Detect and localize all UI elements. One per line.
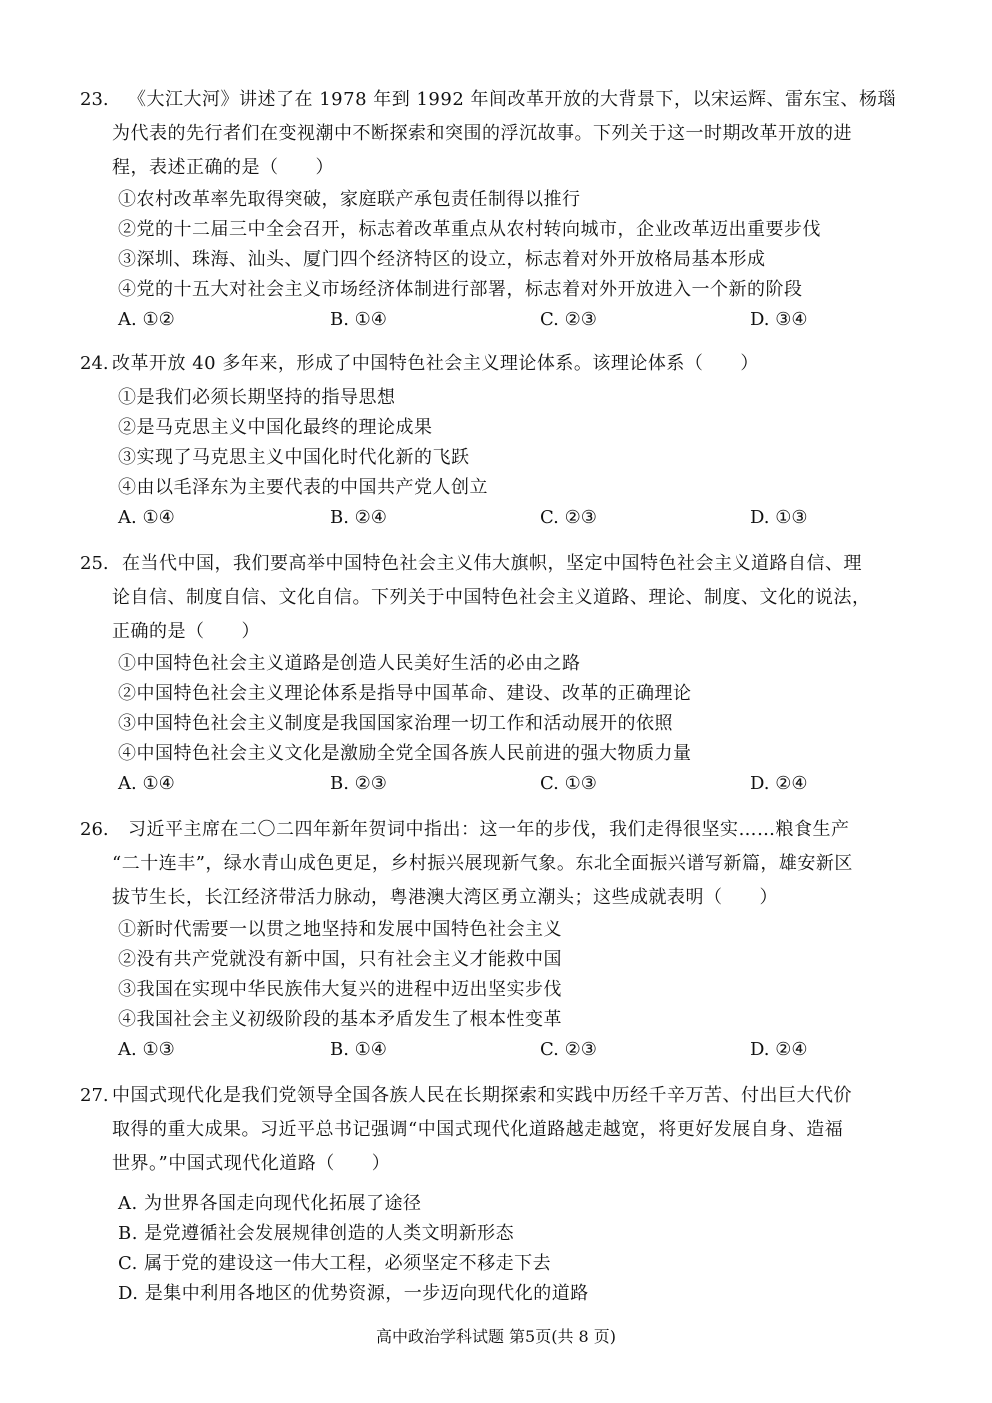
statement-item: ②中国特色社会主义理论体系是指导中国革命、建设、改革的正确理论 <box>118 683 692 704</box>
answer-option-c: C. ②③ <box>540 309 597 330</box>
statement-item: ③深圳、珠海、汕头、厦门四个经济特区的设立，标志着对外开放格局基本形成 <box>118 249 766 270</box>
statement-item: ①农村改革率先取得突破，家庭联产承包责任制得以推行 <box>118 189 581 210</box>
question-number: 24. <box>80 353 109 374</box>
question-stem-line: 为代表的先行者们在变视潮中不断探索和突围的浮沉故事。下列关于这一时期改革开放的进 <box>112 123 852 144</box>
question-stem-line: 世界。”中国式现代化道路（ ） <box>112 1153 391 1174</box>
answer-option-d: D. 是集中利用各地区的优势资源，一步迈向现代化的道路 <box>118 1283 589 1304</box>
question-stem-line: 拔节生长，长江经济带活力脉动，粤港澳大湾区勇立潮头；这些成就表明（ ） <box>112 887 778 908</box>
statement-item: ②没有共产党就没有新中国，只有社会主义才能救中国 <box>118 949 562 970</box>
statement-item: ③中国特色社会主义制度是我国国家治理一切工作和活动展开的依照 <box>118 713 673 734</box>
question-stem-line: 取得的重大成果。习近平总书记强调“中国式现代化道路越走越宽，将更好发展自身、造福 <box>112 1119 844 1140</box>
answer-option-a: A. ①④ <box>118 773 175 794</box>
statement-item: ④中国特色社会主义文化是激励全党全国各族人民前进的强大物质力量 <box>118 743 692 764</box>
question-stem-line: 在当代中国，我们要高举中国特色社会主义伟大旗帜，坚定中国特色社会主义道路自信、理 <box>122 553 862 574</box>
question-stem-line: 中国式现代化是我们党领导全国各族人民在长期探索和实践中历经千辛万苦、付出巨大代价 <box>112 1085 852 1106</box>
question-number: 27. <box>80 1085 109 1106</box>
answer-option-b: B. 是党遵循社会发展规律创造的人类文明新形态 <box>118 1223 515 1244</box>
question-stem-line: 正确的是（ ） <box>112 621 260 642</box>
answer-option-c: C. ②③ <box>540 1039 597 1060</box>
answer-option-b: B. ①④ <box>330 1039 387 1060</box>
answer-option-d: D. ②④ <box>750 773 808 794</box>
question-number: 25. <box>80 553 109 574</box>
question-stem-line: 改革开放 40 多年来，形成了中国特色社会主义理论体系。该理论体系（ ） <box>112 353 759 374</box>
answer-option-c: C. 属于党的建设这一伟大工程，必须坚定不移走下去 <box>118 1253 552 1274</box>
statement-item: ②党的十二届三中全会召开，标志着改革重点从农村转向城市，企业改革迈出重要步伐 <box>118 219 821 240</box>
question-number: 26. <box>80 819 109 840</box>
statement-item: ④我国社会主义初级阶段的基本矛盾发生了根本性变革 <box>118 1009 562 1030</box>
page-footer: 高中政治学科试题 第5页(共 8 页) <box>375 1327 617 1346</box>
answer-option-c: C. ①③ <box>540 773 597 794</box>
question-stem-line: 论自信、制度自信、文化自信。下列关于中国特色社会主义道路、理论、制度、文化的说法， <box>112 587 871 608</box>
question-stem-line: “二十连丰”，绿水青山成色更足，乡村振兴展现新气象。东北全面振兴谱写新篇，雄安新区 <box>112 853 853 874</box>
statement-item: ②是马克思主义中国化最终的理论成果 <box>118 417 433 438</box>
answer-option-a: A. ①② <box>118 309 175 330</box>
answer-option-b: B. ①④ <box>330 309 387 330</box>
answer-option-d: D. ②④ <box>750 1039 808 1060</box>
answer-option-a: A. 为世界各国走向现代化拓展了途径 <box>118 1193 422 1214</box>
statement-item: ①是我们必须长期坚持的指导思想 <box>118 387 396 408</box>
statement-item: ①新时代需要一以贯之地坚持和发展中国特色社会主义 <box>118 919 562 940</box>
question-number: 23. <box>80 89 109 110</box>
statement-item: ④由以毛泽东为主要代表的中国共产党人创立 <box>118 477 488 498</box>
answer-option-c: C. ②③ <box>540 507 597 528</box>
statement-item: ①中国特色社会主义道路是创造人民美好生活的必由之路 <box>118 653 581 674</box>
question-stem-line: 习近平主席在二〇二四年新年贺词中指出：这一年的步伐，我们走得很坚实……粮食生产 <box>128 819 850 840</box>
statement-item: ③实现了马克思主义中国化时代化新的飞跃 <box>118 447 470 468</box>
question-stem-line: 《大江大河》讲述了在 1978 年到 1992 年间改革开放的大背景下，以宋运辉、雷东宝、杨瑙 <box>128 89 897 110</box>
statement-item: ④党的十五大对社会主义市场经济体制进行部署，标志着对外开放进入一个新的阶段 <box>118 279 803 300</box>
answer-option-d: D. ③④ <box>750 309 808 330</box>
statement-item: ③我国在实现中华民族伟大复兴的进程中迈出坚实步伐 <box>118 979 562 1000</box>
answer-option-d: D. ①③ <box>750 507 808 528</box>
answer-option-b: B. ②④ <box>330 507 387 528</box>
question-stem-line: 程，表述正确的是（ ） <box>112 157 334 178</box>
answer-option-a: A. ①③ <box>118 1039 175 1060</box>
answer-option-b: B. ②③ <box>330 773 387 794</box>
answer-option-a: A. ①④ <box>118 507 175 528</box>
